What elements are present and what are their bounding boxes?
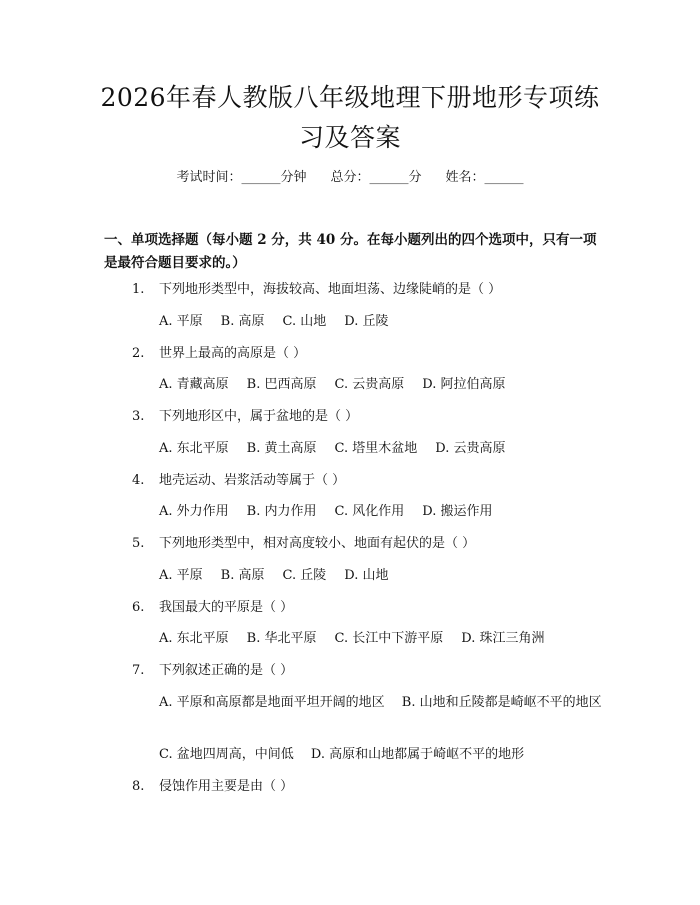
question-5-options — [159, 567, 406, 585]
option-b: B. 巴西高原 — [246, 377, 317, 392]
option-c: C. 风化作用 — [334, 504, 405, 519]
question-text: 地壳运动、岩浆活动等属于（ ） — [159, 473, 346, 488]
question-number: 4. — [132, 473, 145, 488]
question-text: 侵蚀作用主要是由（ ） — [159, 779, 294, 794]
option-d: D. 搬运作用 — [422, 504, 493, 519]
question-6 — [132, 599, 293, 617]
option-b: B. 内力作用 — [246, 504, 317, 519]
option-b: B. 高原 — [220, 314, 265, 329]
question-8 — [132, 778, 293, 796]
question-text: 世界上最高的高原是（ ） — [159, 346, 307, 361]
question-4 — [132, 472, 345, 490]
question-number: 5. — [132, 536, 145, 551]
question-text: 我国最大的平原是（ ） — [159, 600, 294, 615]
option-d: D. 云贵高原 — [435, 441, 506, 456]
option-b: B. 华北平原 — [246, 631, 317, 646]
question-2-options — [159, 376, 523, 394]
document-title: 2026年春人教版八年级地理下册地形专项练习及答案 — [100, 83, 600, 152]
question-7-options-ab: A. 平原和高原都是地面平坦开阔的地区 B. 山地和丘陵都是崎岖不平的地区 — [159, 695, 602, 710]
option-a: A. 外力作用 — [159, 504, 229, 519]
exam-score: 总分：______分 — [330, 170, 422, 185]
section-heading: 一、单项选择题（每小题 2 分，共 40 分。在每小题列出的四个选项中，只有一项是最符合题目要求的。） — [104, 232, 597, 271]
option-a: A. 平原 — [159, 568, 203, 583]
question-4-options — [159, 503, 510, 521]
exam-meta — [0, 168, 700, 188]
option-d: D. 阿拉伯高原 — [422, 377, 506, 392]
question-number: 3. — [132, 409, 145, 424]
exam-time: 考试时间：______分钟 — [176, 170, 307, 185]
option-d: D. 丘陵 — [344, 314, 389, 329]
question-1 — [132, 281, 501, 299]
question-5 — [132, 535, 475, 553]
option-c: C. 塔里木盆地 — [334, 441, 418, 456]
question-6-options — [159, 630, 562, 648]
option-a: A. 青藏高原 — [159, 377, 229, 392]
option-d: D. 珠江三角洲 — [461, 631, 545, 646]
question-text: 下列地形类型中，相对高度较小、地面有起伏的是（ ） — [159, 536, 476, 551]
question-number: 2. — [132, 346, 145, 361]
question-1-options — [159, 313, 406, 331]
exam-name: 姓名：______ — [445, 170, 524, 185]
option-c: C. 山地 — [282, 314, 327, 329]
question-text: 下列地形类型中，海拔较高、地面坦荡、边缘陡峭的是（ ） — [159, 282, 502, 297]
option-c: C. 丘陵 — [282, 568, 327, 583]
option-c: C. 云贵高原 — [334, 377, 405, 392]
question-text: 下列叙述正确的是（ ） — [159, 663, 294, 678]
option-c: C. 长江中下游平原 — [334, 631, 444, 646]
option-b: B. 高原 — [220, 568, 265, 583]
option-a: A. 东北平原 — [159, 441, 229, 456]
question-number: 8. — [132, 779, 145, 794]
question-7 — [132, 662, 293, 680]
question-number: 1. — [132, 282, 145, 297]
question-3-options — [159, 440, 523, 458]
question-7-options-cd: C. 盆地四周高，中间低 D. 高原和山地都属于崎岖不平的地形 — [159, 747, 525, 762]
question-number: 6. — [132, 600, 145, 615]
option-b: B. 黄土高原 — [246, 441, 317, 456]
option-a: A. 东北平原 — [159, 631, 229, 646]
question-3 — [132, 408, 358, 426]
question-2 — [132, 345, 306, 363]
question-number: 7. — [132, 663, 145, 678]
question-text: 下列地形区中，属于盆地的是（ ） — [159, 409, 359, 424]
option-a: A. 平原 — [159, 314, 203, 329]
option-d: D. 山地 — [344, 568, 389, 583]
